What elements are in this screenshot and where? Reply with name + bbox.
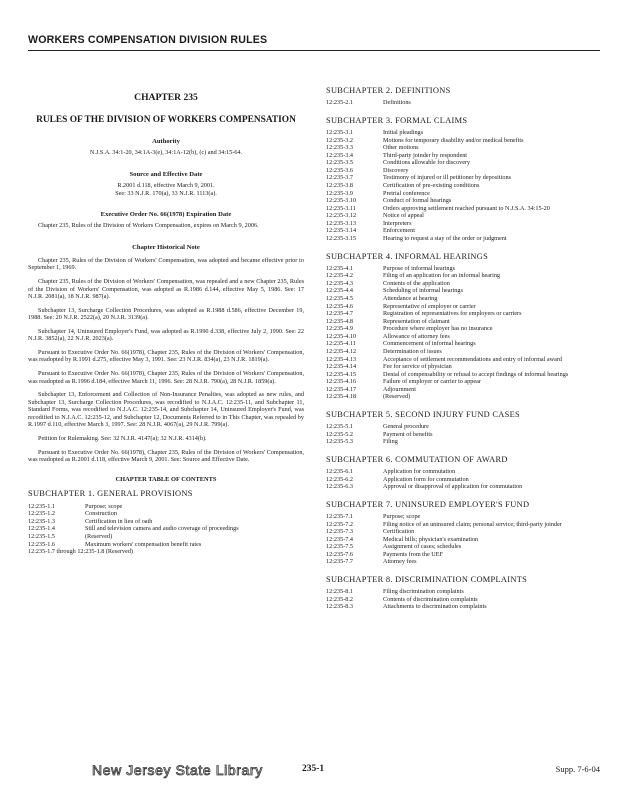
toc-entry bbox=[326, 129, 600, 137]
section-title: Acceptance of settlement recommendations and entry of informal award bbox=[383, 355, 563, 363]
section-title: Hearing to request a stay of the order or judgment bbox=[383, 234, 507, 242]
toc-entry bbox=[326, 596, 600, 604]
section-number: 12:235-3.7 bbox=[326, 174, 353, 182]
section-title: Failure of employer or carrier to appear bbox=[383, 378, 481, 386]
section-title: Payment of benefits bbox=[383, 430, 433, 438]
toc-entry bbox=[326, 190, 600, 198]
section-number: 12:235-4.8 bbox=[326, 317, 353, 325]
section-number: 12:235-4.4 bbox=[326, 287, 353, 295]
section-number: 12:235-3.14 bbox=[326, 227, 357, 235]
toc-entry bbox=[326, 227, 600, 235]
section-number: 12:235-4.6 bbox=[326, 302, 353, 310]
subchapter-1-heading: SUBCHAPTER 1. GENERAL PROVISIONS bbox=[28, 489, 193, 499]
section-number: 12:235-8.2 bbox=[326, 595, 353, 603]
history-paragraph: Petition for Rulemaking. See: 32 N.J.R. 4147(a); 32 N.J.R. 4314(b). bbox=[38, 434, 207, 442]
history-paragraph: Subchapter 13, Surcharge Collection Procedures, was adopted as R.1988 d.586, effective December 19, 1988. See: 20 N.J.R. 2522(a), 20 N.J.R. 3139(a). bbox=[28, 306, 304, 322]
toc-entry bbox=[326, 603, 600, 611]
toc-entry bbox=[326, 431, 600, 439]
section-title: Definitions bbox=[383, 99, 411, 107]
toc-entry bbox=[326, 333, 600, 341]
section-number: 12:235-4.15 bbox=[326, 370, 357, 378]
section-title: Interpreters bbox=[383, 219, 412, 227]
toc-entry bbox=[326, 528, 600, 536]
section-number: 12:235-1.6 bbox=[28, 540, 55, 548]
left-column bbox=[28, 86, 304, 556]
section-title: Conditions allowable for discovery bbox=[383, 159, 471, 167]
section-number: 12:235-4.5 bbox=[326, 295, 353, 302]
section-title: Scheduling of informal hearings bbox=[383, 287, 463, 295]
section-number: 12:235-3.2 bbox=[326, 136, 353, 144]
toc-entry bbox=[28, 525, 304, 533]
section-number: 12:235-8.3 bbox=[326, 603, 353, 611]
section-title: Fee for service of physician bbox=[383, 363, 452, 371]
section-number: 12:235-6.1 bbox=[326, 468, 353, 476]
toc-entry bbox=[326, 167, 600, 175]
toc-entry bbox=[326, 137, 600, 145]
section-title: Attachments to discrimination complaints bbox=[383, 603, 487, 611]
toc-entry bbox=[326, 543, 600, 551]
section-title: Purpose; scope bbox=[85, 502, 123, 510]
section-number: 12:235-3.9 bbox=[326, 189, 353, 197]
section-number: 12:235-3.13 bbox=[326, 219, 357, 227]
source-line-2: See: 33 N.J.R. 170(a), 33 N.J.R. 1113(a). bbox=[115, 189, 217, 197]
subchapter-heading: SUBCHAPTER 3. FORMAL CLAIMS bbox=[326, 115, 468, 125]
history-paragraph: Chapter 235, Rules of the Division of Workers' Compensation, was repealed and a new Chapter 235, Rules of the Division of Workers' Compensation, was adopted as R.1986 d.144, effective May 5, 1986. See: 17 N.J.R. 2081(a), 18 N.J.R. 987(a). bbox=[28, 277, 304, 301]
toc-entry bbox=[326, 272, 600, 280]
toc-entry bbox=[326, 513, 600, 521]
source-line-1: R.2001 d.118, effective March 9, 2001. bbox=[117, 182, 215, 190]
toc-entry bbox=[326, 152, 600, 160]
section-title: Assignment of cases; schedules bbox=[383, 543, 462, 551]
section-title: Purpose of informal hearings bbox=[383, 264, 455, 272]
header-rule bbox=[28, 50, 600, 51]
chapter-title: RULES OF THE DIVISION OF WORKERS COMPENSATION bbox=[36, 114, 296, 125]
section-number: 12:235-4.14 bbox=[326, 363, 357, 371]
history-paragraph: Subchapter 14, Uninsured Employer's Fund, was adopted as R.1990 d.338, effective July 2, 1990. See: 22 N.J.R. 3852(a), 22 N.J.R. 2023(a). bbox=[28, 327, 304, 343]
right-column bbox=[326, 86, 600, 611]
section-number: 12:235-5.3 bbox=[326, 438, 353, 446]
section-number: 12:235-7.1 bbox=[326, 513, 353, 520]
section-number: 12:235-1.5 bbox=[28, 532, 55, 540]
section-title: (Reserved) bbox=[85, 532, 113, 540]
section-title: Purpose; scope bbox=[383, 513, 421, 520]
section-title: Contents of discrimination complaints bbox=[383, 595, 478, 603]
section-number: 12:235-3.4 bbox=[326, 151, 353, 159]
section-number: 12:235-3.6 bbox=[326, 166, 353, 174]
section-number: 12:235-5.1 bbox=[326, 423, 353, 431]
section-number: 12:235-4.16 bbox=[326, 378, 357, 386]
section-number: 12:235-7.2 bbox=[326, 520, 353, 528]
toc-entry bbox=[326, 588, 600, 596]
section-title: Construction bbox=[85, 510, 117, 518]
section-number: 12:235-7.7 bbox=[326, 558, 353, 566]
history-paragraph: Chapter 235, Rules of the Division of Workers' Compensation, was adopted and became effective prior to September 1, 1969. bbox=[28, 256, 304, 272]
section-number: 12:235-4.7 bbox=[326, 310, 353, 318]
section-number: 12:235-3.8 bbox=[326, 182, 353, 189]
toc-entry bbox=[326, 295, 600, 303]
toc-entry bbox=[326, 220, 600, 228]
history-paragraph: Pursuant to Executive Order No. 66(1978), Chapter 235, Rules of the Division of Workers' Compensation, was readopted as R.2001 d.118, effective March 9, 2001. See: Source and Effective Date. bbox=[28, 448, 304, 464]
toc-entry bbox=[326, 468, 600, 476]
toc-entry bbox=[28, 518, 304, 526]
toc-entry-reserved-range: 12:235-1.7 through 12:235-1.8 (Reserved) bbox=[28, 548, 133, 556]
section-number: 12:235-4.13 bbox=[326, 355, 357, 363]
toc-entry bbox=[326, 265, 600, 273]
section-title: Registration of representatives for employers or carriers bbox=[383, 310, 522, 318]
toc-entry bbox=[326, 438, 600, 446]
section-title: Attorney fees bbox=[383, 558, 417, 566]
section-title: Filing bbox=[383, 438, 398, 446]
section-title: Attendance at hearing bbox=[383, 295, 438, 302]
section-number: 12:235-3.1 bbox=[326, 129, 353, 137]
section-number: 12:235-4.17 bbox=[326, 385, 357, 393]
toc-entry bbox=[326, 212, 600, 220]
section-number: 12:235-1.4 bbox=[28, 525, 55, 533]
section-title: Approval or disapproval of application for commutation bbox=[383, 483, 523, 491]
history-paragraph: Subchapter 13, Enforcement and Collection of Non-Insurance Penalties, was adopted as new rules, and Subchapter 13, Surcharge Collection Procedures, was recodified to N.J.A.C. 12:235-11, and Subchapter 11, Standard Forms, was recodified to N.J.A.C. 12:235-14, and Subchapter 14, Uninsured Employer's Fund, was recodified to N.J.A.C. 12:235-12, and Subchapter 12, Documents Referred to in This Chapter, was repealed by R.1997 d.110, effective March 3, 1997. See: 28 N.J.R. 4067(a), 29 N.J.R. 799(a). bbox=[28, 391, 304, 429]
section-number: 12:235-6.3 bbox=[326, 483, 353, 491]
supplement-date: Supp. 7-6-04 bbox=[555, 764, 600, 774]
chapter-number: CHAPTER 235 bbox=[134, 92, 198, 103]
section-title: General procedure bbox=[383, 423, 429, 431]
toc-entry bbox=[326, 386, 600, 394]
section-title: Filing notice of an uninsured claim; personal service; third-party joinder bbox=[383, 520, 562, 528]
authority-heading: Authority bbox=[152, 138, 180, 146]
history-paragraph: Pursuant to Executive Order No. 66(1978), Chapter 235, Rules of the Division of Workers' Compensation, was readopted by R.1991 d.275, effective May 3, 1991. See: 23 N.J.R. 834(a), 23 N.J.R. 1819(a). bbox=[28, 348, 304, 364]
toc-entry bbox=[326, 483, 600, 491]
section-number: 12:235-4.12 bbox=[326, 347, 357, 355]
section-number: 12:235-5.2 bbox=[326, 430, 353, 438]
toc-entry bbox=[326, 287, 600, 295]
toc-entry bbox=[326, 235, 600, 243]
section-number: 12:235-1.3 bbox=[28, 517, 55, 525]
section-number: 12:235-4.18 bbox=[326, 393, 357, 401]
history-paragraph: Pursuant to Executive Order No. 66(1978), Chapter 235, Rules of the Division of Workers' Compensation, was readopted as R.1996 d.184, effective March 11, 1996. See: 28 N.J.R. 790(a), 28 N.J.R. 1859(a). bbox=[28, 370, 304, 385]
section-title: Orders approving settlement reached pursuant to N.J.S.A. 34:15-20 bbox=[383, 204, 550, 212]
section-title: Conduct of formal hearings bbox=[383, 197, 452, 205]
section-number: 12:235-3.15 bbox=[326, 234, 357, 242]
library-stamp: New Jersey State Library bbox=[92, 762, 263, 778]
toc-entry bbox=[326, 371, 600, 379]
running-header-title: WORKERS COMPENSATION DIVISION RULES bbox=[28, 34, 268, 46]
toc-entry bbox=[326, 340, 600, 348]
history-notes bbox=[28, 257, 304, 464]
section-number: 12:235-7.5 bbox=[326, 543, 353, 551]
section-title: Application for commutation bbox=[383, 468, 456, 476]
section-title: Determination of issues bbox=[383, 347, 442, 355]
section-number: 12:235-1.2 bbox=[28, 510, 55, 518]
section-number: 12:235-3.5 bbox=[326, 159, 353, 167]
section-number: 12:235-4.2 bbox=[326, 272, 353, 280]
section-title: Pretrial conference bbox=[383, 189, 430, 197]
toc-entry bbox=[326, 310, 600, 318]
section-title: Enforcement bbox=[383, 227, 415, 235]
section-title: Application form for commutation bbox=[383, 475, 469, 483]
running-header bbox=[28, 34, 600, 46]
section-title: Adjournment bbox=[383, 385, 416, 393]
section-title: Certification of pre-existing conditions bbox=[383, 182, 480, 189]
section-title: Third-party joinder by respondent bbox=[383, 151, 468, 159]
toc-entry bbox=[28, 510, 304, 518]
section-title: Representation of claimant bbox=[383, 317, 450, 325]
toc-entry bbox=[326, 303, 600, 311]
toc-entry bbox=[326, 99, 600, 107]
section-title: Allowance of attorney fees bbox=[383, 332, 450, 340]
toc-entry bbox=[326, 197, 600, 205]
section-title: Filing discrimination complaints bbox=[383, 588, 464, 596]
toc-entry bbox=[28, 503, 304, 511]
toc-entry bbox=[326, 174, 600, 182]
subchapter-heading: SUBCHAPTER 7. UNINSURED EMPLOYER'S FUND bbox=[326, 499, 530, 509]
toc-entry bbox=[326, 159, 600, 167]
section-title: Payments from the UEF bbox=[383, 550, 443, 558]
toc-entry bbox=[326, 182, 600, 190]
eo-text: Chapter 235, Rules of the Division of Workers Compensation, expires on March 9, 2006. bbox=[38, 222, 259, 230]
section-number: 12:235-8.1 bbox=[326, 588, 353, 596]
section-title: Contents of the application bbox=[383, 279, 450, 287]
section-number: 12:235-4.9 bbox=[326, 325, 353, 333]
section-title: Denial of compensability or refusal to accept findings of informal hearings bbox=[383, 370, 569, 378]
toc-entry bbox=[326, 551, 600, 559]
toc-title: CHAPTER TABLE OF CONTENTS bbox=[115, 475, 217, 483]
section-number: 12:235-4.11 bbox=[326, 340, 356, 348]
eo-heading: Executive Order No. 66(1978) Expiration Date bbox=[100, 211, 232, 219]
section-number: 12:235-3.10 bbox=[326, 197, 357, 205]
toc-entry bbox=[28, 533, 304, 541]
toc-entry bbox=[326, 423, 600, 431]
toc-entry bbox=[326, 521, 600, 529]
section-number: 12:235-4.1 bbox=[326, 264, 353, 272]
toc-entry bbox=[326, 378, 600, 386]
section-title: Medical bills; physician's examination bbox=[383, 535, 479, 543]
section-title: Filing of an application for an informal hearing bbox=[383, 272, 501, 280]
source-heading: Source and Effective Date bbox=[129, 171, 203, 179]
toc-entry bbox=[326, 393, 600, 401]
section-number: 12:235-7.3 bbox=[326, 528, 353, 536]
section-number: 12:235-4.10 bbox=[326, 332, 357, 340]
subchapter-heading: SUBCHAPTER 4. INFORMAL HEARINGS bbox=[326, 251, 489, 261]
section-title: Representative of employer or carrier bbox=[383, 302, 476, 310]
subchapter-heading: SUBCHAPTER 2. DEFINITIONS bbox=[326, 86, 451, 95]
section-title: Maximum workers' compensation benefit rates bbox=[85, 540, 202, 548]
section-number: 12:235-7.6 bbox=[326, 550, 353, 558]
toc-entry bbox=[326, 558, 600, 566]
section-title: Motions for temporary disability and/or medical benefits bbox=[383, 136, 524, 144]
section-title: Discovery bbox=[383, 166, 409, 174]
section-number: 12:235-3.12 bbox=[326, 212, 357, 220]
toc-entry bbox=[326, 144, 600, 152]
toc-entry bbox=[326, 280, 600, 288]
section-title: (Reserved) bbox=[383, 393, 411, 401]
section-number: 12:235-2.1 bbox=[326, 99, 353, 107]
toc-entry bbox=[326, 205, 600, 213]
toc-entry bbox=[28, 541, 304, 549]
subchapter-heading: SUBCHAPTER 6. COMMUTATION OF AWARD bbox=[326, 454, 508, 464]
history-heading: Chapter Historical Note bbox=[132, 243, 200, 251]
section-title: Testimony of injured or ill petitioner by depositions bbox=[383, 174, 511, 182]
page-footer bbox=[92, 762, 600, 780]
section-number: 12:235-3.3 bbox=[326, 144, 353, 152]
section-number: 12:235-3.11 bbox=[326, 204, 356, 212]
section-title: Notice of appeal bbox=[383, 212, 424, 220]
section-title: Other motions bbox=[383, 144, 419, 152]
page-number: 235-1 bbox=[302, 764, 325, 774]
toc-entry bbox=[326, 363, 600, 371]
toc-entry bbox=[326, 325, 600, 333]
section-title: Certification bbox=[383, 528, 415, 536]
toc-entry bbox=[326, 536, 600, 544]
section-number: 12:235-4.3 bbox=[326, 279, 353, 287]
toc-entry bbox=[326, 318, 600, 326]
toc-entry bbox=[326, 356, 600, 364]
section-title: Commencement of informal hearings bbox=[383, 340, 476, 348]
section-number: 12:235-1.1 bbox=[28, 502, 55, 510]
section-title: Certification in lieu of oath bbox=[85, 517, 153, 525]
subchapter-heading: SUBCHAPTER 8. DISCRIMINATION COMPLAINTS bbox=[326, 574, 528, 584]
section-title: Procedure where employer has no insurance bbox=[383, 325, 493, 333]
subchapter-heading: SUBCHAPTER 5. SECOND INJURY FUND CASES bbox=[326, 409, 520, 419]
authority-text: N.J.S.A. 34:1-20, 34:1A-3(e), 34:1A-12(b), (c) and 34:15-64. bbox=[89, 149, 243, 157]
subchapter-1-list bbox=[28, 503, 304, 548]
toc-entry bbox=[326, 348, 600, 356]
toc-entry bbox=[326, 476, 600, 484]
section-number: 12:235-7.4 bbox=[326, 535, 353, 543]
section-title: Still and television camera and audio coverage of proceedings bbox=[85, 525, 239, 533]
section-title: Initial pleadings bbox=[383, 129, 424, 137]
section-number: 12:235-6.2 bbox=[326, 475, 353, 483]
